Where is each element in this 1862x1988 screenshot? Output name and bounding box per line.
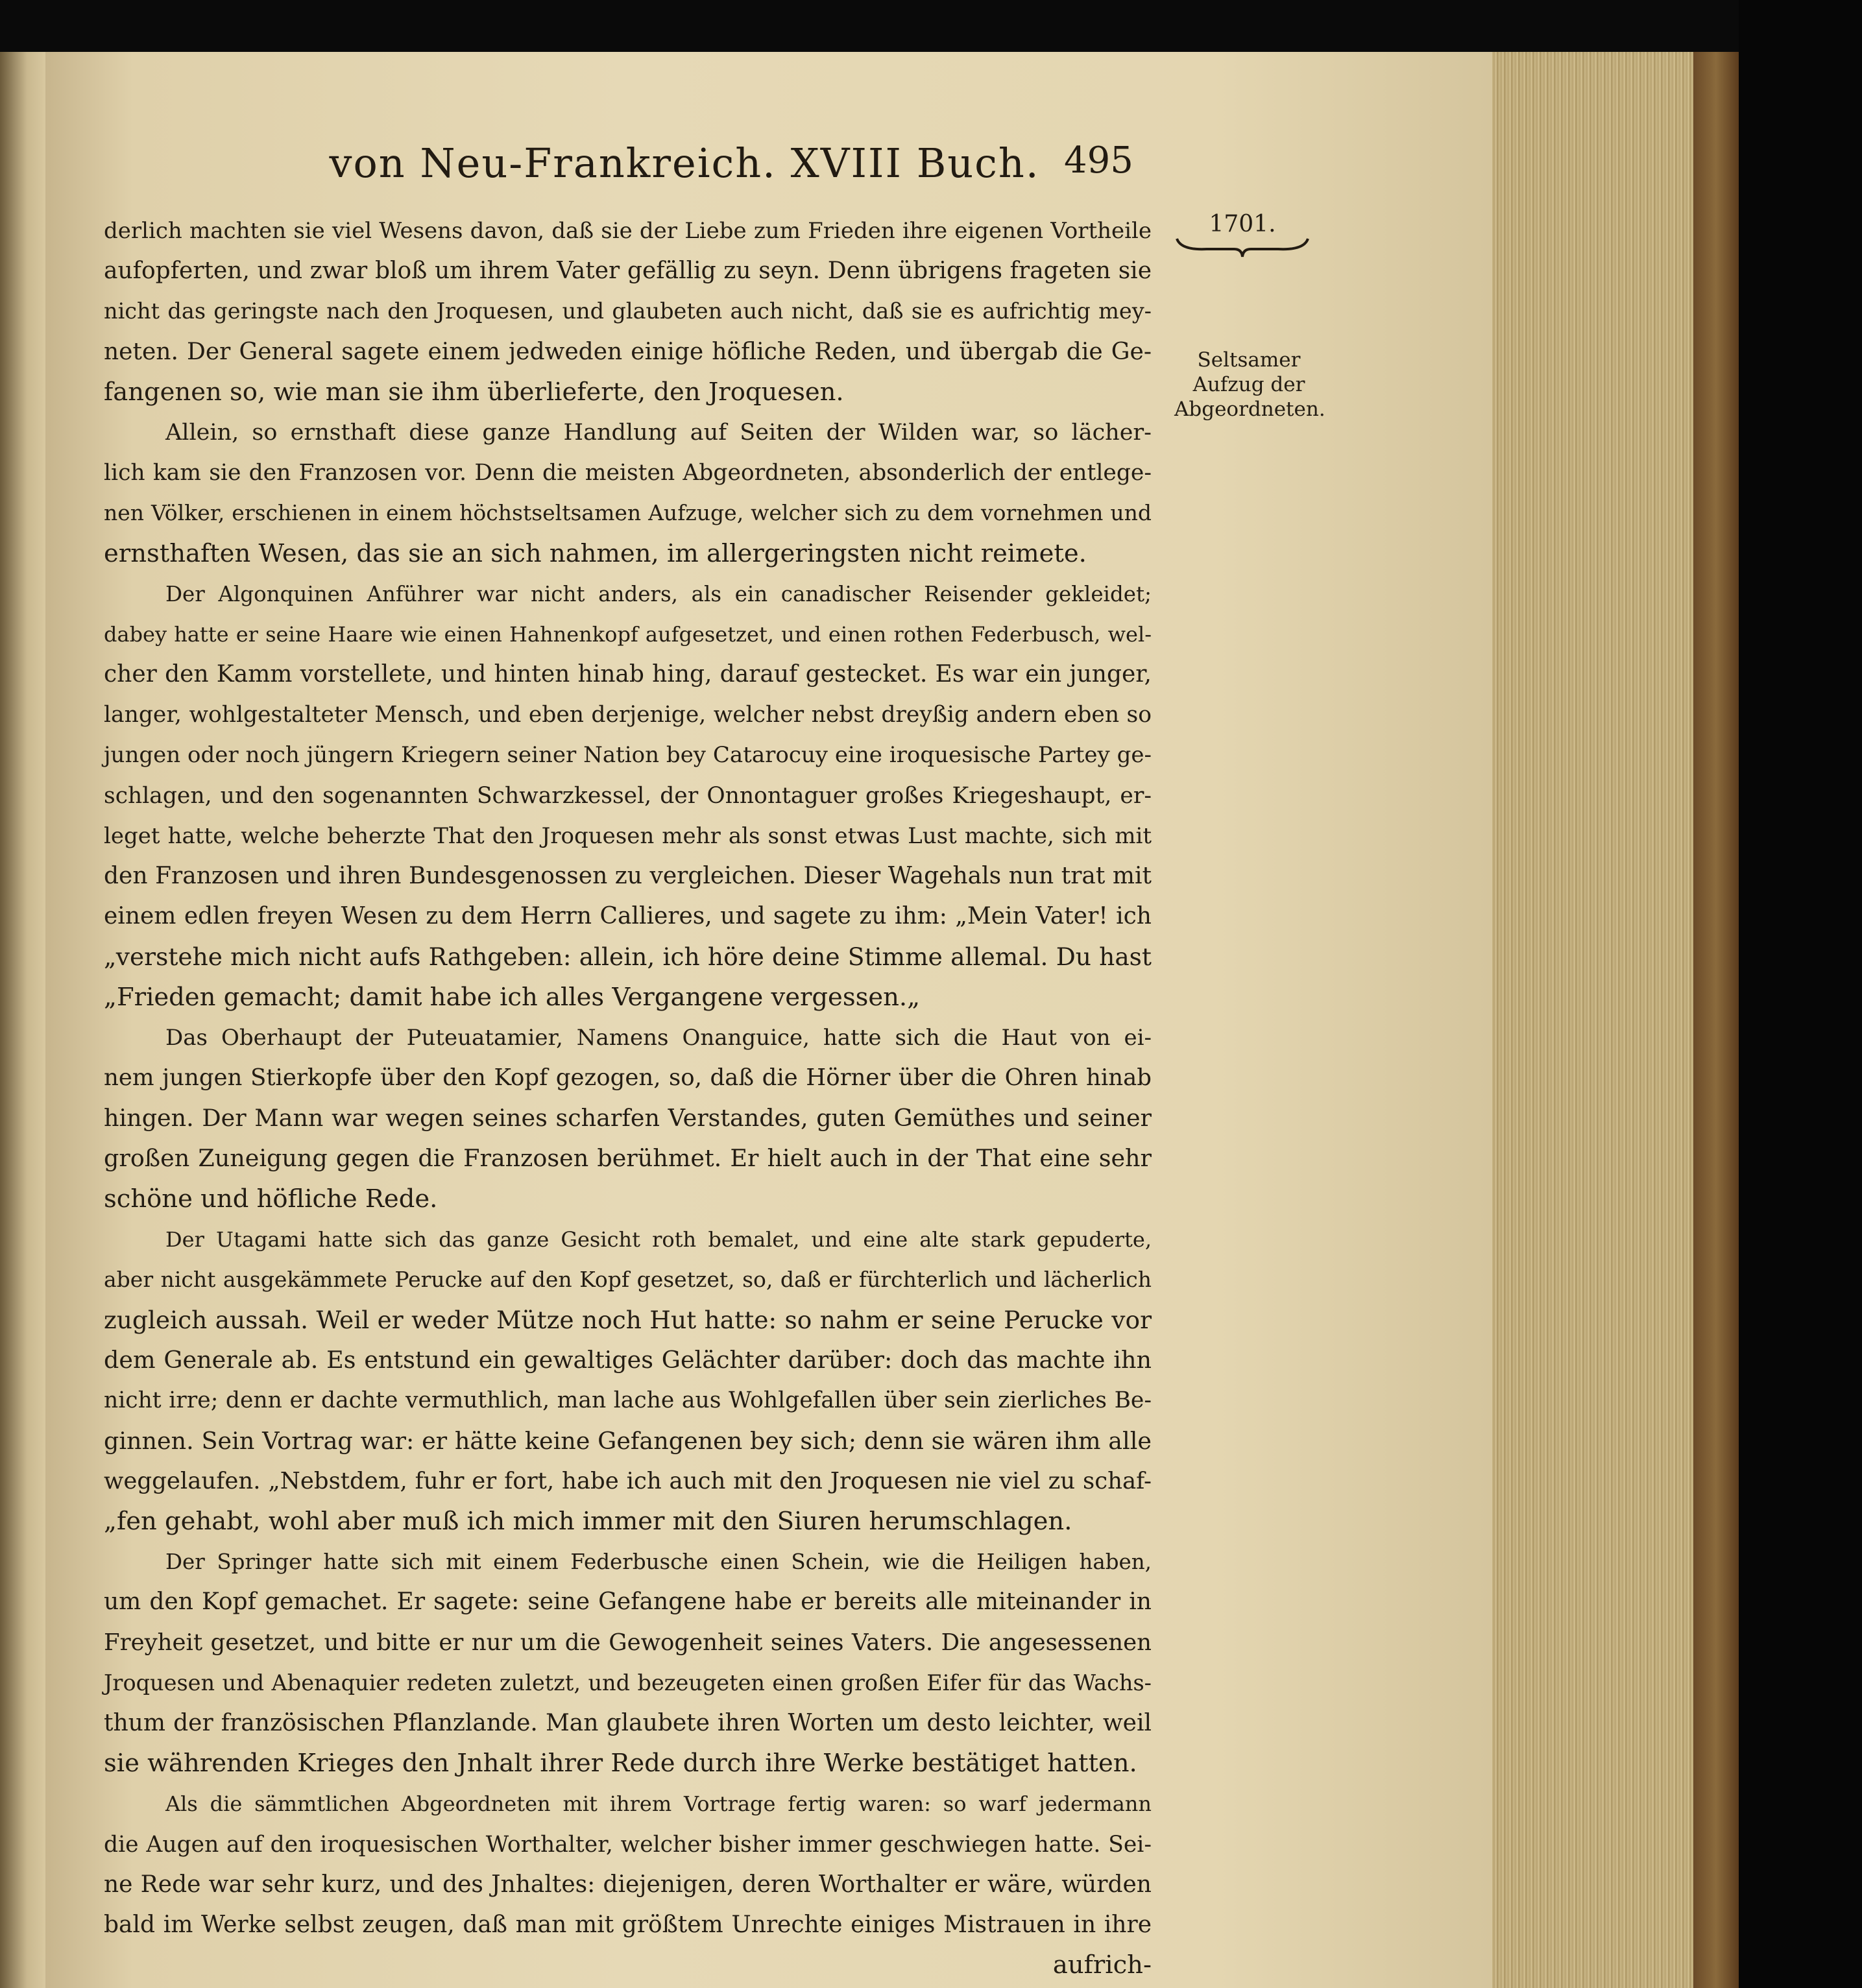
text-line: dabey hatte er seine Haare wie einen Hahnenkopf aufgesetzet, und einen rothen Federbusch, wel- [104,621,1152,647]
text-line: nicht irre; denn er dachte vermuthlich, man lache aus Wohlgefallen über sein zierliches Be- [104,1387,1152,1414]
year-marginal: 1701. [1209,211,1276,237]
text-line: derlich machten sie viel Wesens davon, daß sie der Liebe zum Frieden ihre eigenen Vortheile [104,218,1152,244]
text-line: langer, wohlgestalteter Mensch, und eben derjenige, welcher nebst dreyßig andern eben so [104,702,1152,728]
brace-ornament [1174,235,1311,261]
text-line: neten. Der General sagete einem jedweden einige höfliche Reden, und übergab die Ge- [104,338,1152,365]
text-line: dem Generale ab. Es entstund ein gewaltiges Gelächter darüber: doch das machte ihn [104,1346,1152,1374]
text-line: die Augen auf den iroquesischen Worthalter, welcher bisher immer geschwiegen hatte. Sei- [104,1831,1152,1858]
left-page-edge [0,52,45,1988]
text-line: Allein, so ernsthaft diese ganze Handlung auf Seiten der Wilden war, so lächer- [165,419,1152,446]
text-line: aber nicht ausgekämmete Perucke auf den Kopf gesetzet, so, daß er fürchterlich und lächerlich [104,1266,1152,1292]
text-line: bald im Werke selbst zeugen, daß man mit größtem Unrechte einiges Mistrauen in ihre [104,1911,1152,1938]
book-cover-edge [1693,52,1739,1988]
text-line: cher den Kamm vorstellete, und hinten hinab hing, darauf gestecket. Es war ein junger, [104,661,1152,688]
text-line: um den Kopf gemachet. Er sagete: seine Gefangene habe er bereits alle miteinander in [104,1588,1152,1616]
text-line: lich kam sie den Franzosen vor. Denn die meisten Abgeordneten, absonderlich der entlege- [104,460,1152,486]
text-line: fangenen so, wie man sie ihm überlieferte, den Jroquesen. [104,377,844,407]
margin-note-line: Abgeordneten. [1174,398,1325,421]
background [1739,0,1862,1988]
text-line: schöne und höfliche Rede. [104,1184,438,1214]
text-line: ernsthaften Wesen, das sie an sich nahmen, im allergeringsten nicht reimete. [104,538,1087,568]
text-line: jungen oder noch jüngern Kriegern seiner Nation bey Catarocuy eine iroquesische Partey ge- [104,742,1152,769]
margin-column [1174,211,1324,422]
page-header [311,139,1155,204]
text-line: „Frieden gemacht; damit habe ich alles Vergangene vergessen.„ [104,982,921,1012]
text-line: zugleich aussah. Weil er weder Mütze noch Hut hatte: so nahm er seine Perucke vor [104,1306,1152,1335]
text-line: einem edlen freyen Wesen zu dem Herrn Callieres, und sagete zu ihm: „Mein Vater! ich [104,903,1152,930]
text-line: Als die sämmtlichen Abgeordneten mit ihrem Vortrage fertig waren: so warf jedermann [165,1791,1152,1817]
text-line: ne Rede war sehr kurz, und des Jnhaltes: diejenigen, deren Worthalter er wäre, würden [104,1871,1152,1898]
text-line: ginnen. Sein Vortrag war: er hätte keine Gefangenen bey sich; denn sie wären ihm alle [104,1426,1152,1455]
text-line: „fen gehabt, wohl aber muß ich mich immer mit den Siuren herumschlagen. [104,1507,1072,1536]
text-line: „verstehe mich nicht aufs Rathgeben: allein, ich höre deine Stimme allemal. Du hast [104,942,1152,972]
text-line: Der Algonquinen Anführer war nicht anders, als ein canadischer Reisender gekleidet; [165,581,1152,606]
text-line: hingen. Der Mann war wegen seines scharfen Verstandes, guten Gemüthes und seiner [104,1104,1152,1132]
text-line: nem jungen Stierkopfe über den Kopf gezogen, so, daß die Hörner über die Ohren hinab [104,1064,1152,1091]
text-line: aufopferten, und zwar bloß um ihrem Vater gefällig zu seyn. Denn übrigens frageten sie [104,257,1152,285]
running-head: von Neu-Frankreich. XVIII Buch. [329,139,1040,187]
margin-note-line: Seltsamer [1197,348,1301,372]
page-number: 495 [1064,139,1133,182]
text-line: schlagen, und den sogenannten Schwarzkessel, der Onnontaguer großes Kriegeshaupt, er- [104,782,1152,809]
page-edges [1492,52,1693,1988]
text-line: Der Utagami hatte sich das ganze Gesicht roth bemalet, und eine alte stark gepuderte, [165,1227,1152,1252]
catchword: aufrich- [1052,1950,1152,1980]
text-line: großen Zuneigung gegen die Franzosen berühmet. Er hielt auch in der That eine sehr [104,1144,1152,1173]
text-line: weggelaufen. „Nebstdem, fuhr er fort, habe ich auch mit den Jroquesen nie viel zu schaf- [104,1467,1152,1494]
text-line: den Franzosen und ihren Bundesgenossen zu vergleichen. Dieser Wagehals nun trat mit [104,863,1152,889]
text-line: leget hatte, welche beherzte That den Jroquesen mehr als sonst etwas Lust machte, sich mit [104,822,1152,849]
text-line: Das Oberhaupt der Puteuatamier, Namens Onanguice, hatte sich die Haut von ei- [165,1024,1152,1051]
margin-note-line: Aufzug der [1192,373,1305,396]
text-line: Freyheit gesetzet, und bitte er nur um die Gewogenheit seines Vaters. Die angesessenen [104,1629,1152,1656]
text-line: sie währenden Krieges den Jnhalt ihrer Rede durch ihre Werke bestätiget hatten. [104,1749,1137,1778]
margin-note [1174,348,1324,422]
text-line: Der Springer hatte sich mit einem Federbusche einen Schein, wie die Heiligen haben, [165,1550,1152,1575]
body-text [104,211,1152,1985]
text-line: nicht das geringste nach den Jroquesen, und glaubeten auch nicht, daß sie es aufrichtig mey- [104,298,1152,324]
text-line: Jroquesen und Abenaquier redeten zuletzt, und bezeugeten einen großen Eifer für das Wachs- [104,1670,1152,1695]
text-line: nen Völker, erschienen in einem höchstseltsamen Aufzuge, welcher sich zu dem vornehmen und [104,500,1152,526]
text-line: thum der französischen Pflanzlande. Man glaubete ihren Worten um desto leichter, weil [104,1709,1152,1736]
